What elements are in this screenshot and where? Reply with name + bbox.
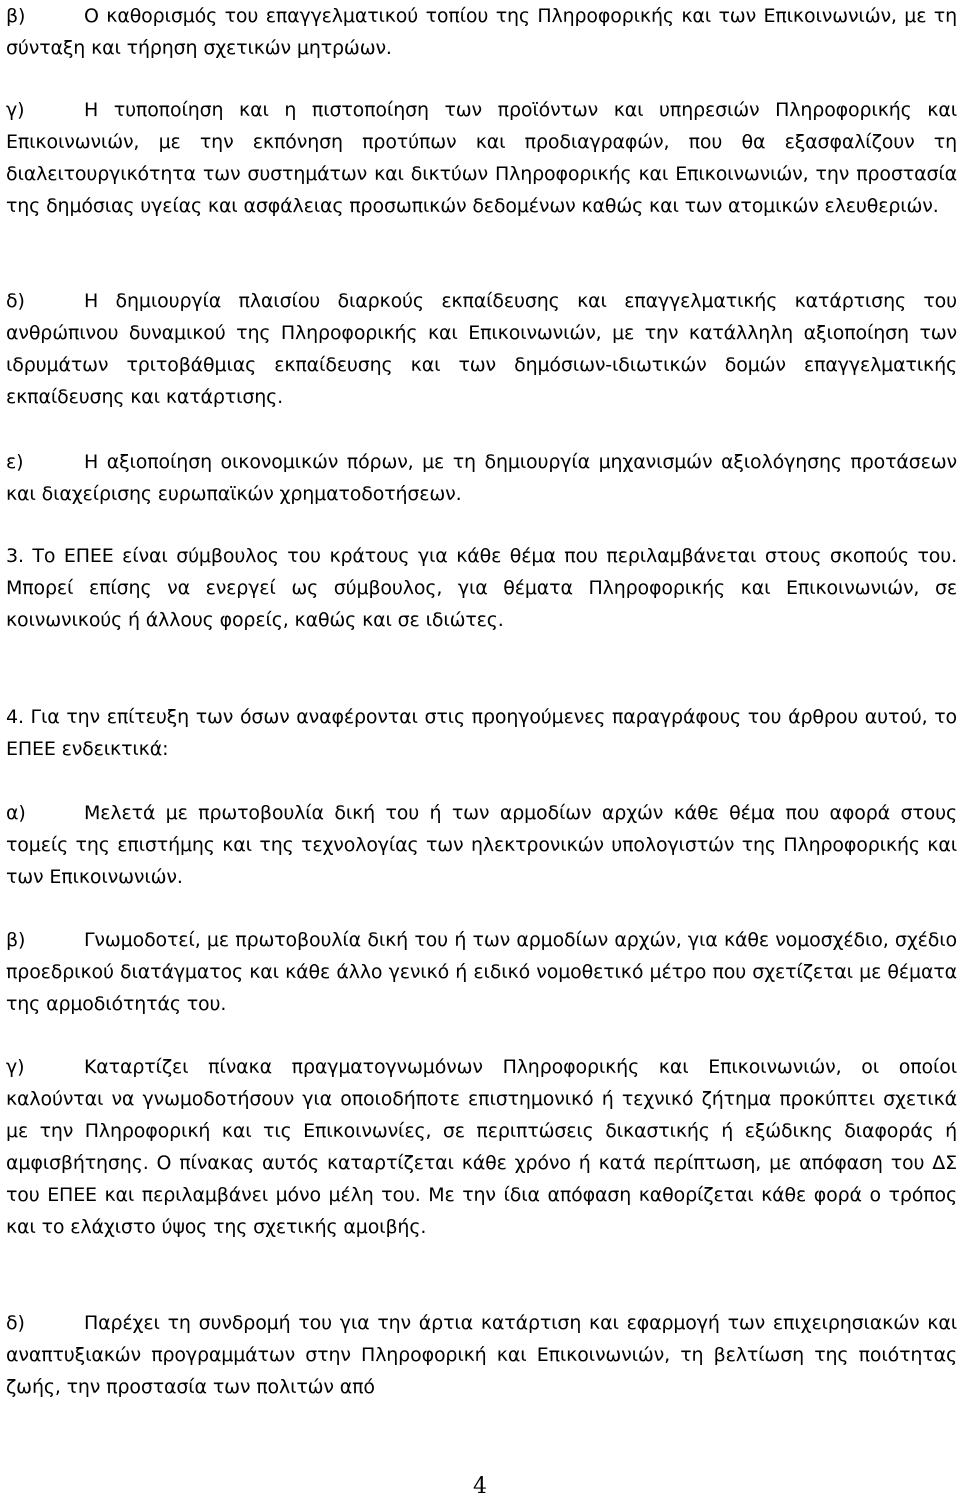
paragraph-4 — [6, 701, 957, 765]
paragraph-3 — [6, 540, 957, 636]
paragraph-text: 3. Το ΕΠΕΕ είναι σύμβουλος του κράτους για κάθε θέμα που περιλαμβάνεται στους σκοπούς του. Μπορεί επίσης να ενεργεί ως σύμβουλος, για θέματα Πληροφορικής και Επικοινωνιών, σε κοινωνικούς ή άλλους φορείς, καθώς και σε ιδιώτες. — [6, 545, 957, 631]
paragraph-4-beta — [6, 924, 957, 1020]
paragraph-epsilon — [6, 446, 957, 510]
paragraph-text: Παρέχει τη συνδρομή του για την άρτια κατάρτιση και εφαρμογή των επιχειρησιακών και αναπτυξιακών προγραμμάτων στην Πληροφορική και Επικοινωνιών, τη βελτίωση της ποιότητας ζωής, την προστασία των πολιτών από — [6, 1312, 957, 1398]
item-label: δ) — [6, 1312, 25, 1334]
item-label: β) — [6, 929, 26, 951]
item-label: γ) — [6, 1056, 25, 1078]
paragraph-4-gamma — [6, 1051, 957, 1243]
paragraph-text: Ο καθορισμός του επαγγελματικού τοπίου της Πληροφορικής και των Επικοινωνιών, με τη σύνταξη και τήρηση σχετικών μητρώων. — [6, 5, 957, 59]
item-label: δ) — [6, 290, 25, 312]
item-label: ε) — [6, 451, 24, 473]
paragraph-gamma — [6, 94, 957, 222]
paragraph-4-alpha — [6, 797, 957, 893]
paragraph-text: Καταρτίζει πίνακα πραγματογνωμόνων Πληροφορικής και Επικοινωνιών, οι οποίοι καλούνται να γνωμοδοτήσουν για οποιοδήποτε επιστημονικό ή τεχνικό ζήτημα προκύπτει σχετικά με την Πληροφορική και τις Επικοινωνίες, σε περιπτώσεις δικαστικής ή εξώδικης διαφοράς ή αμφισβήτησης. Ο πίνακας αυτός καταρτίζεται κάθε χρόνο ή κατά περίπτωση, με απόφαση του ΔΣ του ΕΠΕΕ και περιλαμβάνει μόνο μέλη του. Με την ίδια απόφαση καθορίζεται κάθε φορά ο τρόπος και το ελάχιστο ύψος της σχετικής αμοιβής. — [6, 1056, 957, 1238]
item-label: γ) — [6, 99, 25, 121]
paragraph-text: Η αξιοποίηση οικονομικών πόρων, με τη δημιουργία μηχανισμών αξιολόγησης προτάσεων και διαχείρισης ευρωπαϊκών χρηματοδοτήσεων. — [6, 451, 957, 505]
paragraph-text: Η τυποποίηση και η πιστοποίηση των προϊόντων και υπηρεσιών Πληροφορικής και Επικοινωνιών, με την εκπόνηση προτύπων και προδιαγραφών, που θα εξασφαλίζουν τη διαλειτουργικότητα των συστημάτων και δικτύων Πληροφορικής και Επικοινωνιών, την προστασία της δημόσιας υγείας και ασφάλειας προσωπικών δεδομένων καθώς και των ατομικών ελευθεριών. — [6, 99, 957, 217]
paragraph-delta — [6, 285, 957, 413]
item-label: β) — [6, 5, 26, 27]
page-number: 4 — [473, 1474, 487, 1499]
paragraph-text: Η δημιουργία πλαισίου διαρκούς εκπαίδευσης και επαγγελματικής κατάρτισης του ανθρώπινου δυναμικού της Πληροφορικής και Επικοινωνιών, με την κατάλληλη αξιοποίηση των ιδρυμάτων τριτοβάθμιας εκπαίδευσης και των δημόσιων-ιδιωτικών δομών επαγγελματικής εκπαίδευσης και κατάρτισης. — [6, 290, 957, 408]
item-label: α) — [6, 802, 26, 824]
paragraph-text: Γνωμοδοτεί, με πρωτοβουλία δική του ή των αρμοδίων αρχών, για κάθε νομοσχέδιο, σχέδιο προεδρικού διατάγματος και κάθε άλλο γενικό ή ειδικό νομοθετικό μέτρο που σχετίζεται με θέματα της αρμοδιότητάς του. — [6, 929, 957, 1015]
paragraph-text: 4. Για την επίτευξη των όσων αναφέρονται στις προηγούμενες παραγράφους του άρθρου αυτού, το ΕΠΕΕ ενδεικτικά: — [6, 706, 957, 760]
paragraph-text: Μελετά με πρωτοβουλία δική του ή των αρμοδίων αρχών κάθε θέμα που αφορά στους τομείς της επιστήμης και της τεχνολογίας των ηλεκτρονικών υπολογιστών της Πληροφορικής και των Επικοινωνιών. — [6, 802, 957, 888]
paragraph-beta — [6, 0, 957, 64]
paragraph-4-delta — [6, 1307, 957, 1403]
